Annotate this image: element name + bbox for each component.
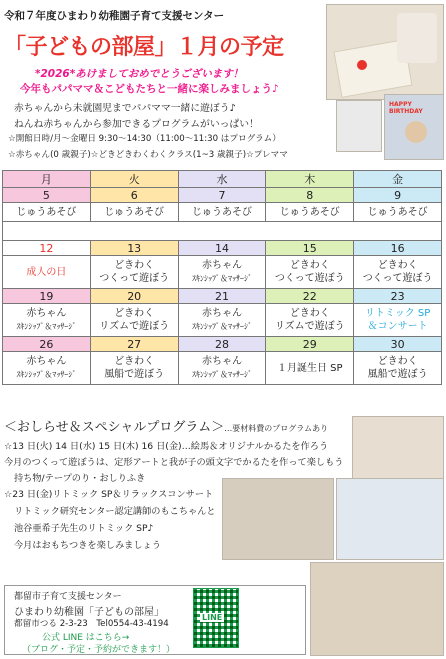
day-number: 30 [354,337,442,352]
event-line: リズムで遊ぼう [274,321,345,332]
day-event [178,352,266,385]
event-line: どきわく [289,260,330,271]
footer-org: 都留市子育て支援センター [14,592,122,602]
day-event [266,304,354,337]
intro-line-4: ☆赤ちゃん(0 歳親子)☆どきどきわくわくクラス(1~3 歳親子)☆プレママ [8,150,288,160]
day-event [90,352,178,385]
event-line: じゅうあそび [367,206,428,218]
day-event [354,256,442,289]
day-number: 13 [90,241,178,256]
event-line: どきわく [114,308,155,319]
event-line: 赤ちゃん [26,308,67,319]
news-title-note: …要材料費のプログラムあり [224,424,329,433]
weekday-wed: 水 [178,171,266,188]
day-number: 27 [90,337,178,352]
event-line: ｽｷﾝｼｯﾌﾟ＆ﾏｯｻｰｼﾞ [16,322,77,331]
news-title: ＜おしらせ＆スペシャルプログラム＞ [4,420,225,435]
child-photo-1 [352,416,444,480]
event-line: どきわく [114,260,155,271]
event-line: どきわく [377,260,418,271]
birthday-photo [384,94,444,160]
intro-line-1: 赤ちゃんから未就園児までパパママ一緒に遊ぼう♪ [14,103,236,114]
calendar-spacer [3,222,442,241]
line-note: （ブログ・予定・予約ができます！） [22,645,176,655]
header-subtitle: 令和７年度ひまわり幼稚園子育て支援センター [4,10,225,22]
child-face-shape [405,121,427,143]
day-number: 8 [266,188,354,203]
day-number: 23 [354,289,442,304]
event-line: どきわく [114,356,155,367]
event-line: じゅうあそび [191,206,252,218]
day-event [90,256,178,289]
day-number: 26 [3,337,91,352]
day-event [266,352,354,385]
event-line: １月誕生日 SP [277,362,343,374]
event-line: 風船で遊ぼう [367,369,428,380]
birthday-banner-text: HAPPY BIRTHDAY [389,101,423,115]
event-line: ｽｷﾝｼｯﾌﾟ＆ﾏｯｻｰｼﾞ [191,274,252,283]
day-event [3,304,91,337]
event-line: ｽｷﾝｼｯﾌﾟ＆ﾏｯｻｰｼﾞ [191,370,252,379]
day-event [266,256,354,289]
day-event [354,304,442,337]
news-line: リトミック研究センター認定講師のもこちゃんと [14,506,216,517]
child-photo-3 [336,478,444,560]
activity-photo-drawing [326,4,444,100]
event-line: 赤ちゃん [201,308,242,319]
day-number: 21 [178,289,266,304]
news-line: ☆23 日(金)リトミック SP＆リラックスコンサート [4,489,214,500]
day-number: 12 [3,241,91,256]
monthly-calendar [2,170,442,385]
event-line: つくって遊ぼう [362,273,433,284]
sleeve-shape [397,13,437,63]
day-event [90,203,178,222]
day-event [354,352,442,385]
event-line: じゅうあそび [279,206,340,218]
event-line: じゅうあそび [104,206,165,218]
weekday-fri: 金 [354,171,442,188]
page-title: 「子どもの部屋」１月の予定 [4,35,284,60]
weekday-thu: 木 [266,171,354,188]
intro-line-2: ねんね赤ちゃんから参加できるプログラムがいっぱい！ [14,119,259,130]
news-line: 持ち物/テープのり・おしりふき [14,473,146,484]
event-line: どきわく [377,356,418,367]
child-photo-4 [310,562,444,656]
footer-name: ひまわり幼稚園「子どもの部屋」 [14,607,164,618]
day-event [354,203,442,222]
day-number: 28 [178,337,266,352]
child-photo-2 [222,478,334,560]
event-line: どきわく [289,308,330,319]
qr-label: LINE [202,613,223,622]
news-line: 池谷亜希子先生のリトミック SP♪ [14,523,154,534]
event-line: 赤ちゃん [201,260,242,271]
event-line: 風船で遊ぼう [104,369,165,380]
day-event [178,304,266,337]
day-event [178,256,266,289]
footer-address: 都留市つる 2-3-23 Tel0554-43-4194 [14,619,169,629]
news-heading [4,416,328,435]
event-line: つくって遊ぼう [274,273,345,284]
day-number: 20 [90,289,178,304]
day-number: 22 [266,289,354,304]
event-line: つくって遊ぼう [99,273,170,284]
greeting-line-2: 今年もパパママ＆こどもたちと一緒に楽しみましょう♪ [20,83,279,95]
event-line: ＆コンサート [367,321,428,332]
event-line: ｽｷﾝｼｯﾌﾟ＆ﾏｯｻｰｼﾞ [16,370,77,379]
day-number: 15 [266,241,354,256]
day-event [3,352,91,385]
day-number: 14 [178,241,266,256]
day-number: 7 [178,188,266,203]
day-event [266,203,354,222]
weekday-mon: 月 [3,171,91,188]
day-number: 16 [354,241,442,256]
weekday-tue: 火 [90,171,178,188]
day-number: 29 [266,337,354,352]
event-line: ｽｷﾝｼｯﾌﾟ＆ﾏｯｻｰｼﾞ [191,322,252,331]
event-line: 成人の日 [26,266,67,278]
day-event [3,203,91,222]
day-event [90,304,178,337]
day-event [178,203,266,222]
news-line: 今月はおもちつきを楽しみましょう [14,540,161,551]
day-number: 6 [90,188,178,203]
event-line: リトミック SP [364,308,431,319]
event-line: 赤ちゃん [201,356,242,367]
day-number: 9 [354,188,442,203]
event-line: 赤ちゃん [26,356,67,367]
event-line: リズムで遊ぼう [99,321,170,332]
event-line: じゅうあそび [16,206,77,218]
flower-shape [357,60,367,70]
family-photo [336,100,382,152]
day-number: 5 [3,188,91,203]
news-line: 今月のつくって遊ぼうは、定形アートと我が子の頭文字でかるたを作って楽しもう [4,457,344,468]
intro-line-3: ☆開館日時/月～金曜日 9:30～14:30（11:00～11:30 はプログラム） [8,134,281,144]
line-qr-code[interactable] [193,588,239,648]
greeting-line-1: *2026*あけましておめでとうございます！ [35,68,244,80]
line-link[interactable]: 公式 LINE はこちら→ [42,633,130,643]
day-event [3,256,91,289]
news-line: ☆13 日(火) 14 日(水) 15 日(木) 16 日(金)…絵馬＆オリジナルかるたを作ろう [4,441,329,452]
day-number: 19 [3,289,91,304]
